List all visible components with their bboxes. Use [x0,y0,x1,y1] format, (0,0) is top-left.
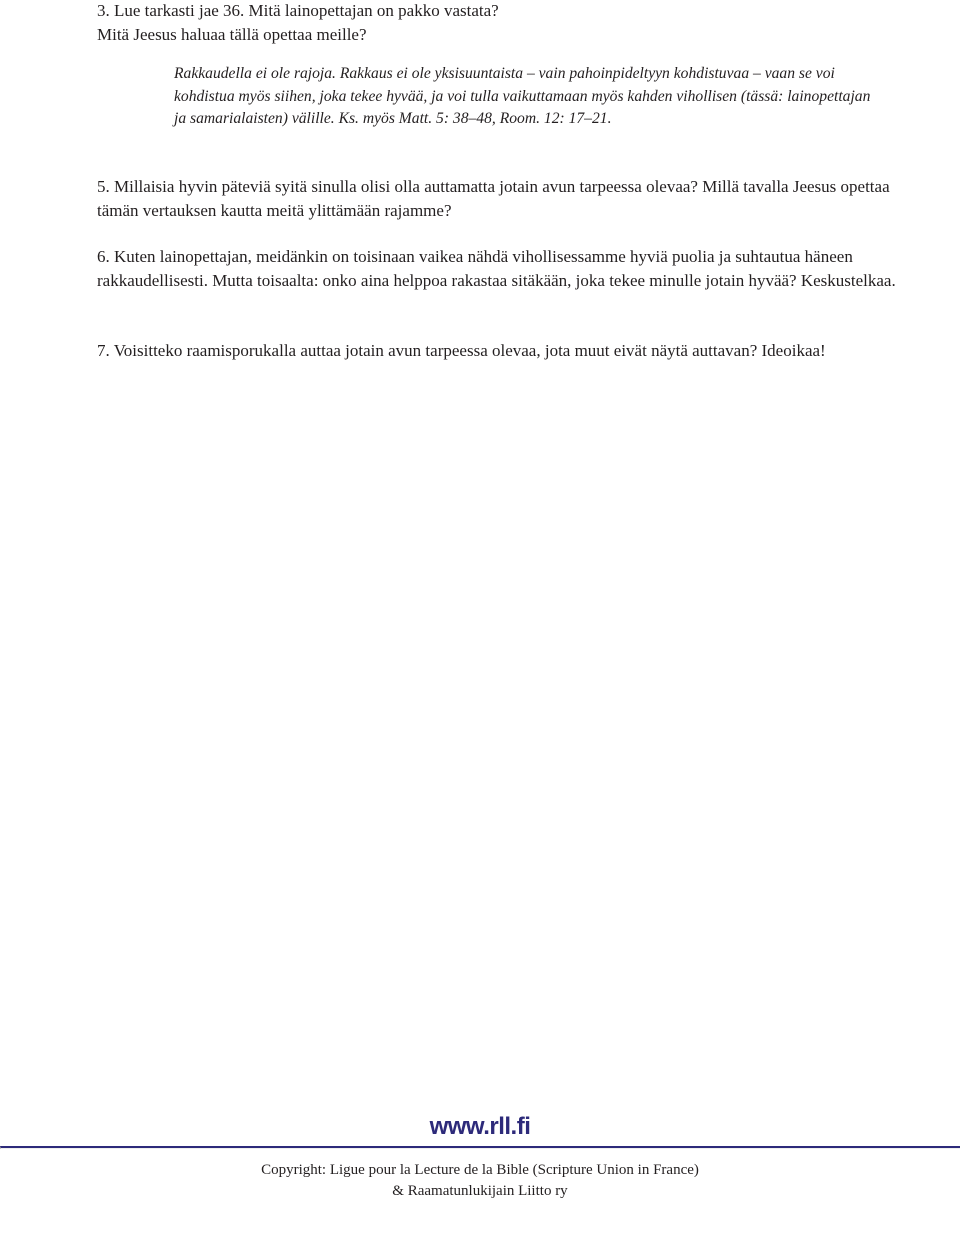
copyright-line-2: & Raamatunlukijain Liitto ry [392,1183,568,1199]
footer-website-link[interactable]: www.rll.fi [429,1113,531,1140]
question-6: 6. Kuten lainopettajan, meidänkin on toisinaan vaikea nähdä vihollisessamme hyviä puolia ja suhtautua häneen rakkaudellisesti. Mutta toisaalta: onko aina helppoa rakastaa sitäkään, joka tekee minulle jotain hyvää? Keskustelkaa. [97,247,896,290]
question-5: 5. Millaisia hyvin päteviä syitä sinulla olisi olla auttamatta jotain avun tarpeessa olevaa? Millä tavalla Jeesus opettaa tämän vertauksen kautta meitä ylittämään rajamme? [97,177,890,220]
question-3-line-1: 3. Lue tarkasti jae 36. Mitä lainopettajan on pakko vastata? [97,1,499,20]
copyright-line-1: Copyright: Ligue pour la Lecture de la Bible (Scripture Union in France) [261,1162,699,1178]
footer-divider [0,1146,960,1149]
question-3-line-2: Mitä Jeesus haluaa tällä opettaa meille? [97,24,367,44]
question-3 [97,0,897,46]
copyright-notice [0,1160,960,1202]
question-7: 7. Voisitteko raamisporukalla auttaa jotain avun tarpeessa olevaa, jota muut eivät näytä auttavan? Ideoikaa! [97,341,826,360]
answer-text: Rakkaudella ei ole rajoja. Rakkaus ei ole yksisuuntaista – vain pahoinpideltyyn kohdistuvaa – vaan se voi kohdistua myös siihen, joka tekee hyvää, ja voi tulla vaikuttamaan myös kahden vihollisen (tässä: lainopettajan ja samarialaisten) välille. Ks. myös Matt. 5: 38–48, Room. 12: 17–21. [174,65,871,127]
